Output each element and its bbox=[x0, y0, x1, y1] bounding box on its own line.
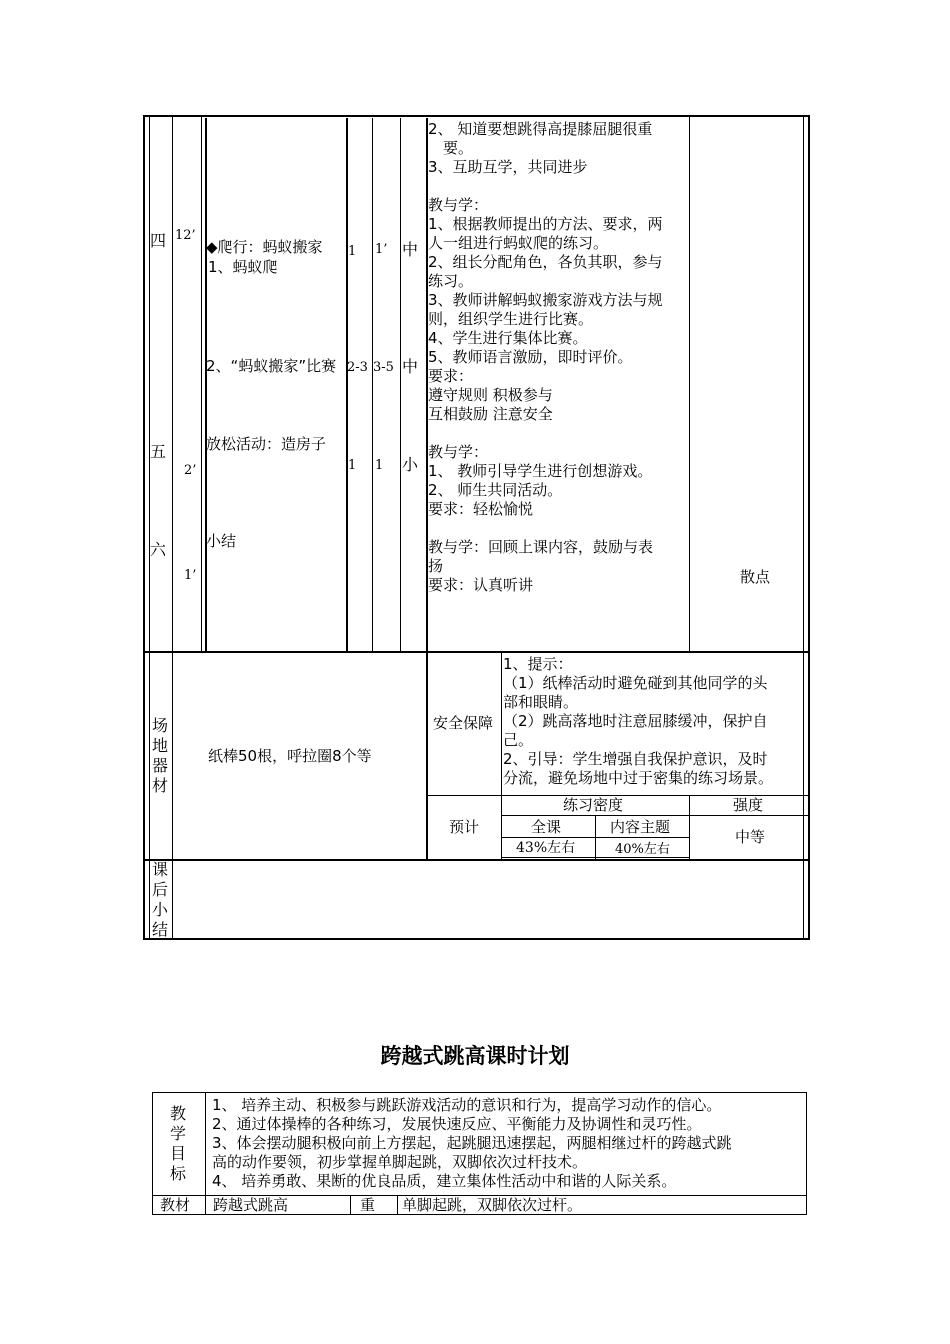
goal-line: 4、 培养勇敢、果断的优良品质，建立集体性活动中和谐的人际关系。 bbox=[212, 1172, 677, 1190]
density-label: 练习密度 bbox=[563, 796, 624, 814]
safety-line: 己。 bbox=[503, 731, 534, 749]
goal-line: 2、通过体操棒的各种练习，发展快速反应、平衡能力及协调性和灵巧性。 bbox=[212, 1115, 702, 1133]
safety-line: 分流，避免场地中过于密集的练习场景。 bbox=[503, 769, 774, 787]
method-line bbox=[428, 177, 690, 196]
method-line: 2、 师生共同活动。 bbox=[428, 481, 563, 499]
method-line: 2、 知道要想跳得高提膝屈腿很重 bbox=[428, 120, 653, 138]
goals-label: 教学目标 bbox=[169, 1104, 186, 1183]
safety-content bbox=[503, 655, 809, 788]
section-number-6: 六 bbox=[150, 540, 167, 559]
formation: 散点 bbox=[740, 568, 771, 586]
content-topic-value: 40%左右 bbox=[615, 842, 670, 857]
section-time-4: 12’ bbox=[175, 228, 196, 243]
repeat-count: 1 bbox=[348, 458, 357, 473]
activity-summary: 小结 bbox=[206, 532, 237, 550]
safety-label: 安全保障 bbox=[433, 714, 494, 732]
activity-ant-crawl: 1、蚂蚁爬 bbox=[208, 258, 278, 276]
section-time-6: 1’ bbox=[184, 568, 197, 583]
duration: 1 bbox=[375, 458, 384, 473]
method-line: 3、教师讲解蚂蚁搬家游戏方法与规 bbox=[428, 291, 663, 309]
method-line: 要求： bbox=[428, 367, 474, 385]
method-line bbox=[428, 519, 690, 538]
page-title: 跨越式跳高课时计划 bbox=[380, 1044, 570, 1068]
method-line: 则，组织学生进行比赛。 bbox=[428, 310, 594, 328]
intensity-value: 中等 bbox=[735, 828, 766, 846]
activity-crawl: ◆爬行：蚂蚁搬家 bbox=[206, 238, 323, 256]
repeat-count: 2-3 bbox=[347, 360, 368, 375]
key-point: 单脚起跳，双脚依次过杆。 bbox=[402, 1196, 583, 1214]
method-line: 4、学生进行集体比赛。 bbox=[428, 329, 588, 347]
goal-line: 1、 培养主动、积极参与跳跃游戏活动的意识和行为，提高学习动作的信心。 bbox=[212, 1096, 722, 1114]
content-topic-label: 内容主题 bbox=[610, 818, 671, 836]
activity-ant-moving-race: 2、“蚂蚁搬家”比赛 bbox=[206, 357, 337, 375]
safety-line: 1、提示： bbox=[503, 655, 573, 673]
method-line: 扬 bbox=[428, 557, 444, 575]
method-line: 教与学：回顾上课内容，鼓励与表 bbox=[428, 538, 654, 556]
goal-line: 3、体会摆动腿积极向前上方摆起，起跳腿迅速摆起，两腿相继过杆的跨越式跳 bbox=[212, 1134, 732, 1152]
duration: 1’ bbox=[375, 242, 388, 257]
method-line: 教与学： bbox=[428, 196, 489, 214]
method-line: 互相鼓励 注意安全 bbox=[428, 405, 553, 423]
method-line: 3、互助互学，共同进步 bbox=[428, 158, 588, 176]
safety-line: 2、引导：学生增强自我保护意识，及时 bbox=[503, 750, 768, 768]
goals-content bbox=[212, 1096, 804, 1191]
method-line bbox=[428, 424, 690, 443]
reflection-label: 课后小结 bbox=[151, 860, 168, 939]
section-number-4: 四 bbox=[150, 231, 167, 250]
section-time-5: 2’ bbox=[184, 463, 197, 478]
intensity: 中 bbox=[402, 240, 419, 259]
safety-line: （1）纸棒活动时避免碰到其他同学的头 bbox=[503, 674, 768, 692]
equipment: 纸棒50根，呼拉圈8个等 bbox=[208, 747, 372, 765]
whole-class-value: 43%左右 bbox=[516, 840, 576, 856]
activity-relax: 放松活动：造房子 bbox=[206, 435, 327, 453]
key-point-label: 重 bbox=[360, 1196, 376, 1214]
safety-line: 部和眼睛。 bbox=[503, 693, 579, 711]
intensity-label: 强度 bbox=[733, 796, 764, 814]
whole-class-label: 全课 bbox=[531, 818, 562, 836]
method-line: 人一组进行蚂蚁爬的练习。 bbox=[428, 234, 609, 252]
method-line: 1、 教师引导学生进行创想游戏。 bbox=[428, 462, 653, 480]
method-line: 5、教师语言激励，即时评价。 bbox=[428, 348, 633, 366]
goal-line: 高的动作要领，初步掌握单脚起跳，双脚依次过杆技术。 bbox=[212, 1153, 588, 1171]
equipment-label: 场地器材 bbox=[151, 716, 168, 795]
section-number-5: 五 bbox=[150, 442, 167, 461]
material-label: 教材 bbox=[160, 1196, 191, 1214]
method-line: 2、组长分配角色，各负其职，参与 bbox=[428, 253, 663, 271]
method-line: 要求：轻松愉悦 bbox=[428, 500, 534, 518]
method-line: 遵守规则 积极参与 bbox=[428, 386, 553, 404]
method-line: 教与学： bbox=[428, 443, 489, 461]
duration: 3-5 bbox=[373, 360, 394, 375]
method-line: 1、根据教师提出的方法、要求，两 bbox=[428, 215, 663, 233]
intensity: 小 bbox=[402, 455, 419, 474]
intensity: 中 bbox=[402, 357, 419, 376]
estimate-label: 预计 bbox=[449, 818, 480, 836]
safety-line: （2）跳高落地时注意屈膝缓冲，保护自 bbox=[503, 712, 768, 730]
material: 跨越式跳高 bbox=[213, 1196, 289, 1214]
method-line: 练习。 bbox=[428, 272, 474, 290]
teaching-method-column bbox=[428, 120, 690, 595]
method-line: 要求：认真听讲 bbox=[428, 576, 534, 594]
repeat-count: 1 bbox=[348, 244, 357, 259]
method-line: 要。 bbox=[428, 139, 474, 157]
